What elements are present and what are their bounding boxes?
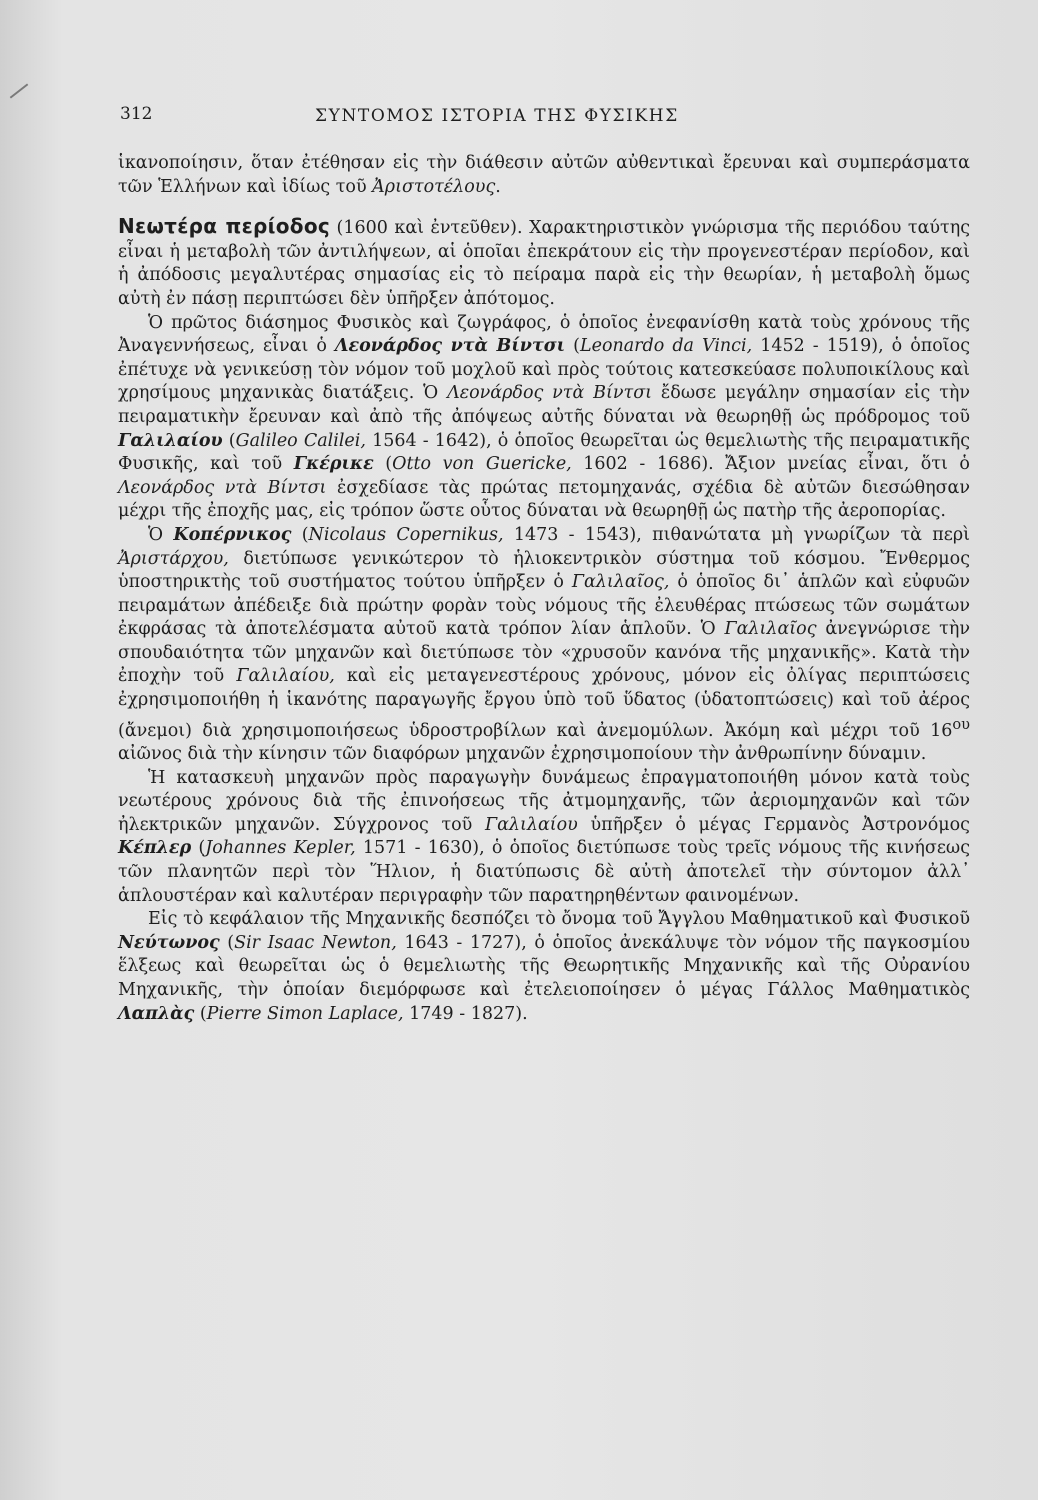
person-name: Κέπλερ	[118, 838, 192, 859]
person-name: Γαλιλαίου,	[236, 666, 335, 687]
body-text	[118, 152, 970, 1026]
latin-name: Nicolaus Copernikus,	[308, 524, 504, 545]
person-name: Γαλιλαῖος,	[571, 572, 670, 593]
latin-name: Galileo Calilei,	[235, 430, 366, 451]
person-name: Γαλιλαῖος	[724, 619, 817, 640]
paragraph-newton: Εἰς τὸ κεφάλαιον τῆς Μηχανικῆς δεσπόζει τὸ ὄνομα τοῦ Ἄγγλου Μαθηματικοῦ καὶ Φυσικοῦ Νεύτωνος (Sir Isaac Newton, 1643 - 1727), ὁ ὁποῖος ἀνεκάλυψε τὸν νόμον τῆς παγκοσμίου ἕλξεως καὶ θεωρεῖται ὡς ὁ θεμελιωτὴς τῆς Θεωρητικῆς Μηχανικῆς καὶ τῆς Οὐρανίου Μηχανικῆς, τὴν ὁποίαν διεμόρφωσε καὶ ἐτελειοποίησεν ὁ μέγας Γάλλος Μαθηματικὸς Λαπλὰς (Pierre Simon Laplace, 1749 - 1827).	[118, 909, 970, 1024]
person-name: Νεύτωνος	[118, 932, 220, 953]
person-name: Λεονάρδος ντὰ Βίντσι	[118, 477, 327, 498]
person-name: Ἀριστοτέλους	[372, 176, 496, 197]
person-name: Ἀριστάρχου,	[118, 548, 229, 569]
paragraph-modern-period: Νεωτέρα περίοδος (1600 καὶ ἐντεῦθεν). Χαρακτηριστικὸν γνώρισμα τῆς περιόδου ταύτης εἶναι ἡ μεταβολὴ τῶν ἀντιλήψεων, αἱ ὁποῖαι ἐπεκράτουν εἰς τὴν προγενεστέραν περίοδον, καὶ ἡ ἀπόδοσις μεγαλυτέρας σημασίας εἰς τὸ πείραμα παρὰ εἰς τὴν θεωρίαν, ἡ μεταβολὴ ὅμως αὐτὴ ἐν πάσῃ περιπτώσει δὲν ὑπῆρξεν ἀπότομος.	[118, 214, 970, 309]
latin-name: Johannes Kepler,	[205, 838, 356, 859]
section-title: Νεωτέρα περίοδος	[118, 214, 331, 239]
latin-name: Pierre Simon Laplace,	[206, 1003, 404, 1024]
person-name: Λαπλὰς	[118, 1003, 195, 1024]
latin-name: Leonardo da Vinci,	[579, 336, 753, 357]
person-name: Γκέρικε	[293, 454, 374, 475]
margin-pencil-mark	[10, 83, 29, 98]
person-name: Λεονάρδος ντὰ Βίντσι	[447, 383, 653, 404]
latin-name: Sir Isaac Newton,	[234, 932, 397, 953]
running-head: ΣΥΝΤΟΜΟΣ ΙΣΤΟΡΙΑ ΤΗΣ ΦΥΣΙΚΗΣ	[315, 106, 679, 126]
person-name: Γαλιλαίου	[484, 814, 578, 835]
ordinal-suffix: ου	[952, 715, 970, 733]
latin-name: Otto von Guericke,	[392, 454, 572, 475]
person-name: Λεονάρδος ντὰ Βίντσι	[334, 336, 566, 357]
paragraph-leonardo: Ὁ πρῶτος διάσημος Φυσικὸς καὶ ζωγράφος, ὁ ὁποῖος ἐνεφανίσθη κατὰ τοὺς χρόνους τῆς Ἀναγεννήσεως, εἶναι ὁ Λεονάρδος ντὰ Βίντσι (Leonardo da Vinci, 1452 - 1519), ὁ ὁποῖος ἐπέτυχε νὰ γενικεύσῃ τὸν νόμον τοῦ μοχλοῦ καὶ πρὸς τούτοις κατεσκεύασε πολυποικίλους καὶ χρησίμους μηχανικὰς διατάξεις. Ὁ Λεονάρδος ντὰ Βίντσι ἔδωσε μεγάλην σημασίαν εἰς τὴν πειραματικὴν ἔρευναν καὶ ἀπὸ τῆς ἀπόψεως αὐτῆς δύναται νὰ θεωρηθῇ ὡς πρόδρομος τοῦ Γαλιλαίου (Galileo Calilei, 1564 - 1642), ὁ ὁποῖος θεωρεῖται ὡς θεμελιωτὴς τῆς πειραματικῆς Φυσικῆς, καὶ τοῦ Γκέρικε (Otto von Guericke, 1602 - 1686). Ἄξιον μνείας εἶναι, ὅτι ὁ Λεονάρδος ντὰ Βίντσι ἐσχεδίασε τὰς πρώτας πετομηχανάς, σχέδια δὲ αὐτῶν διεσώθησαν μέχρι τῆς ἐποχῆς μας, εἰς τρόπον ὥστε οὗτος δύναται νὰ θεωρηθῇ ὡς πατὴρ τῆς ἀεροπορίας.	[118, 312, 971, 522]
person-name: Γαλιλαίου	[118, 430, 223, 451]
person-name: Κοπέρνικος	[173, 524, 292, 545]
paragraph-copernicus: Ὁ Κοπέρνικος (Nicolaus Copernikus, 1473 - 1543), πιθανώτατα μὴ γνωρίζων τὰ περὶ Ἀριστάρχου, διετύπωσε γενικώτερον τὸ ἡλιοκεντρικὸν σύστημα τοῦ κόσμου. Ἔνθερμος ὑποστηρικτὴς τοῦ συστήματος τούτου ὑπῆρξεν ὁ Γαλιλαῖος, ὁ ὁποῖος δι᾽ ἁπλῶν καὶ εὐφυῶν πειραμάτων ἀπέδειξε διὰ πρώτην φορὰν τοὺς νόμους τῆς ἐλευθέρας πτώσεως τῶν σωμάτων ἐκφράσας τὰ ἀποτελέσματα αὐτοῦ κατὰ τρόπον λίαν ἁπλοῦν. Ὁ Γαλιλαῖος ἀνεγνώρισε τὴν σπουδαιότητα τῶν μηχανῶν καὶ διετύπωσε τὸν «χρυσοῦν κανόνα τῆς μηχανικῆς». Κατὰ τὴν ἐποχὴν τοῦ Γαλιλαίου, καὶ εἰς μεταγενεστέρους χρόνους, μόνον εἰς ὀλίγας περιπτώσεις ἐχρησιμοποιήθη ἡ ἱκανότης παραγωγῆς ἔργου ὑπὸ τοῦ ὕδατος (ὑδατοπτώσεις) καὶ τοῦ ἀέρος (ἄνεμοι) διὰ χρησιμοποιήσεως ὑδροστροβίλων καὶ ἀνεμομύλων. Ἀκόμη καὶ μέχρι τοῦ $16^{o\upsilon}$ αἰῶνος διὰ τὴν κίνησιν τῶν διαφόρων μηχανῶν ἐχρησιμοποίουν τὴν ἀνθρωπίνην δύναμιν.	[118, 524, 970, 765]
page-header	[120, 104, 980, 134]
paragraph-continuation: ἱκανοποίησιν, ὅταν ἐτέθησαν εἰς τὴν διάθεσιν αὐτῶν αὐθεντικαὶ ἔρευναι καὶ συμπεράσματα τῶν Ἑλλήνων καὶ ἰδίως τοῦ Ἀριστοτέλους.	[118, 153, 970, 197]
page-number: 312	[120, 104, 153, 124]
paragraph-kepler: Ἡ κατασκευὴ μηχανῶν πρὸς παραγωγὴν δυνάμεως ἐπραγματοποιήθη μόνον κατὰ τοὺς νεωτέρους χρόνους διὰ τῆς ἐπινοήσεως τῆς ἀτμομηχανῆς, τῶν ἀεριομηχανῶν καὶ τῶν ἠλεκτρικῶν μηχανῶν. Σύγχρονος τοῦ Γαλιλαίου ὑπῆρξεν ὁ μέγας Γερμανὸς Ἀστρονόμος Κέπλερ (Johannes Kepler, 1571 - 1630), ὁ ὁποῖος διετύπωσε τοὺς τρεῖς νόμους τῆς κινήσεως τῶν πλανητῶν περὶ τὸν Ἥλιον, ἡ διατύπωσις δὲ αὐτὴ ἀποτελεῖ τὴν σύντομον ἀλλ᾽ ἁπλουστέραν καὶ καλυτέραν περιγραφὴν τῶν παρατηρηθέντων φαινομένων.	[118, 767, 971, 906]
